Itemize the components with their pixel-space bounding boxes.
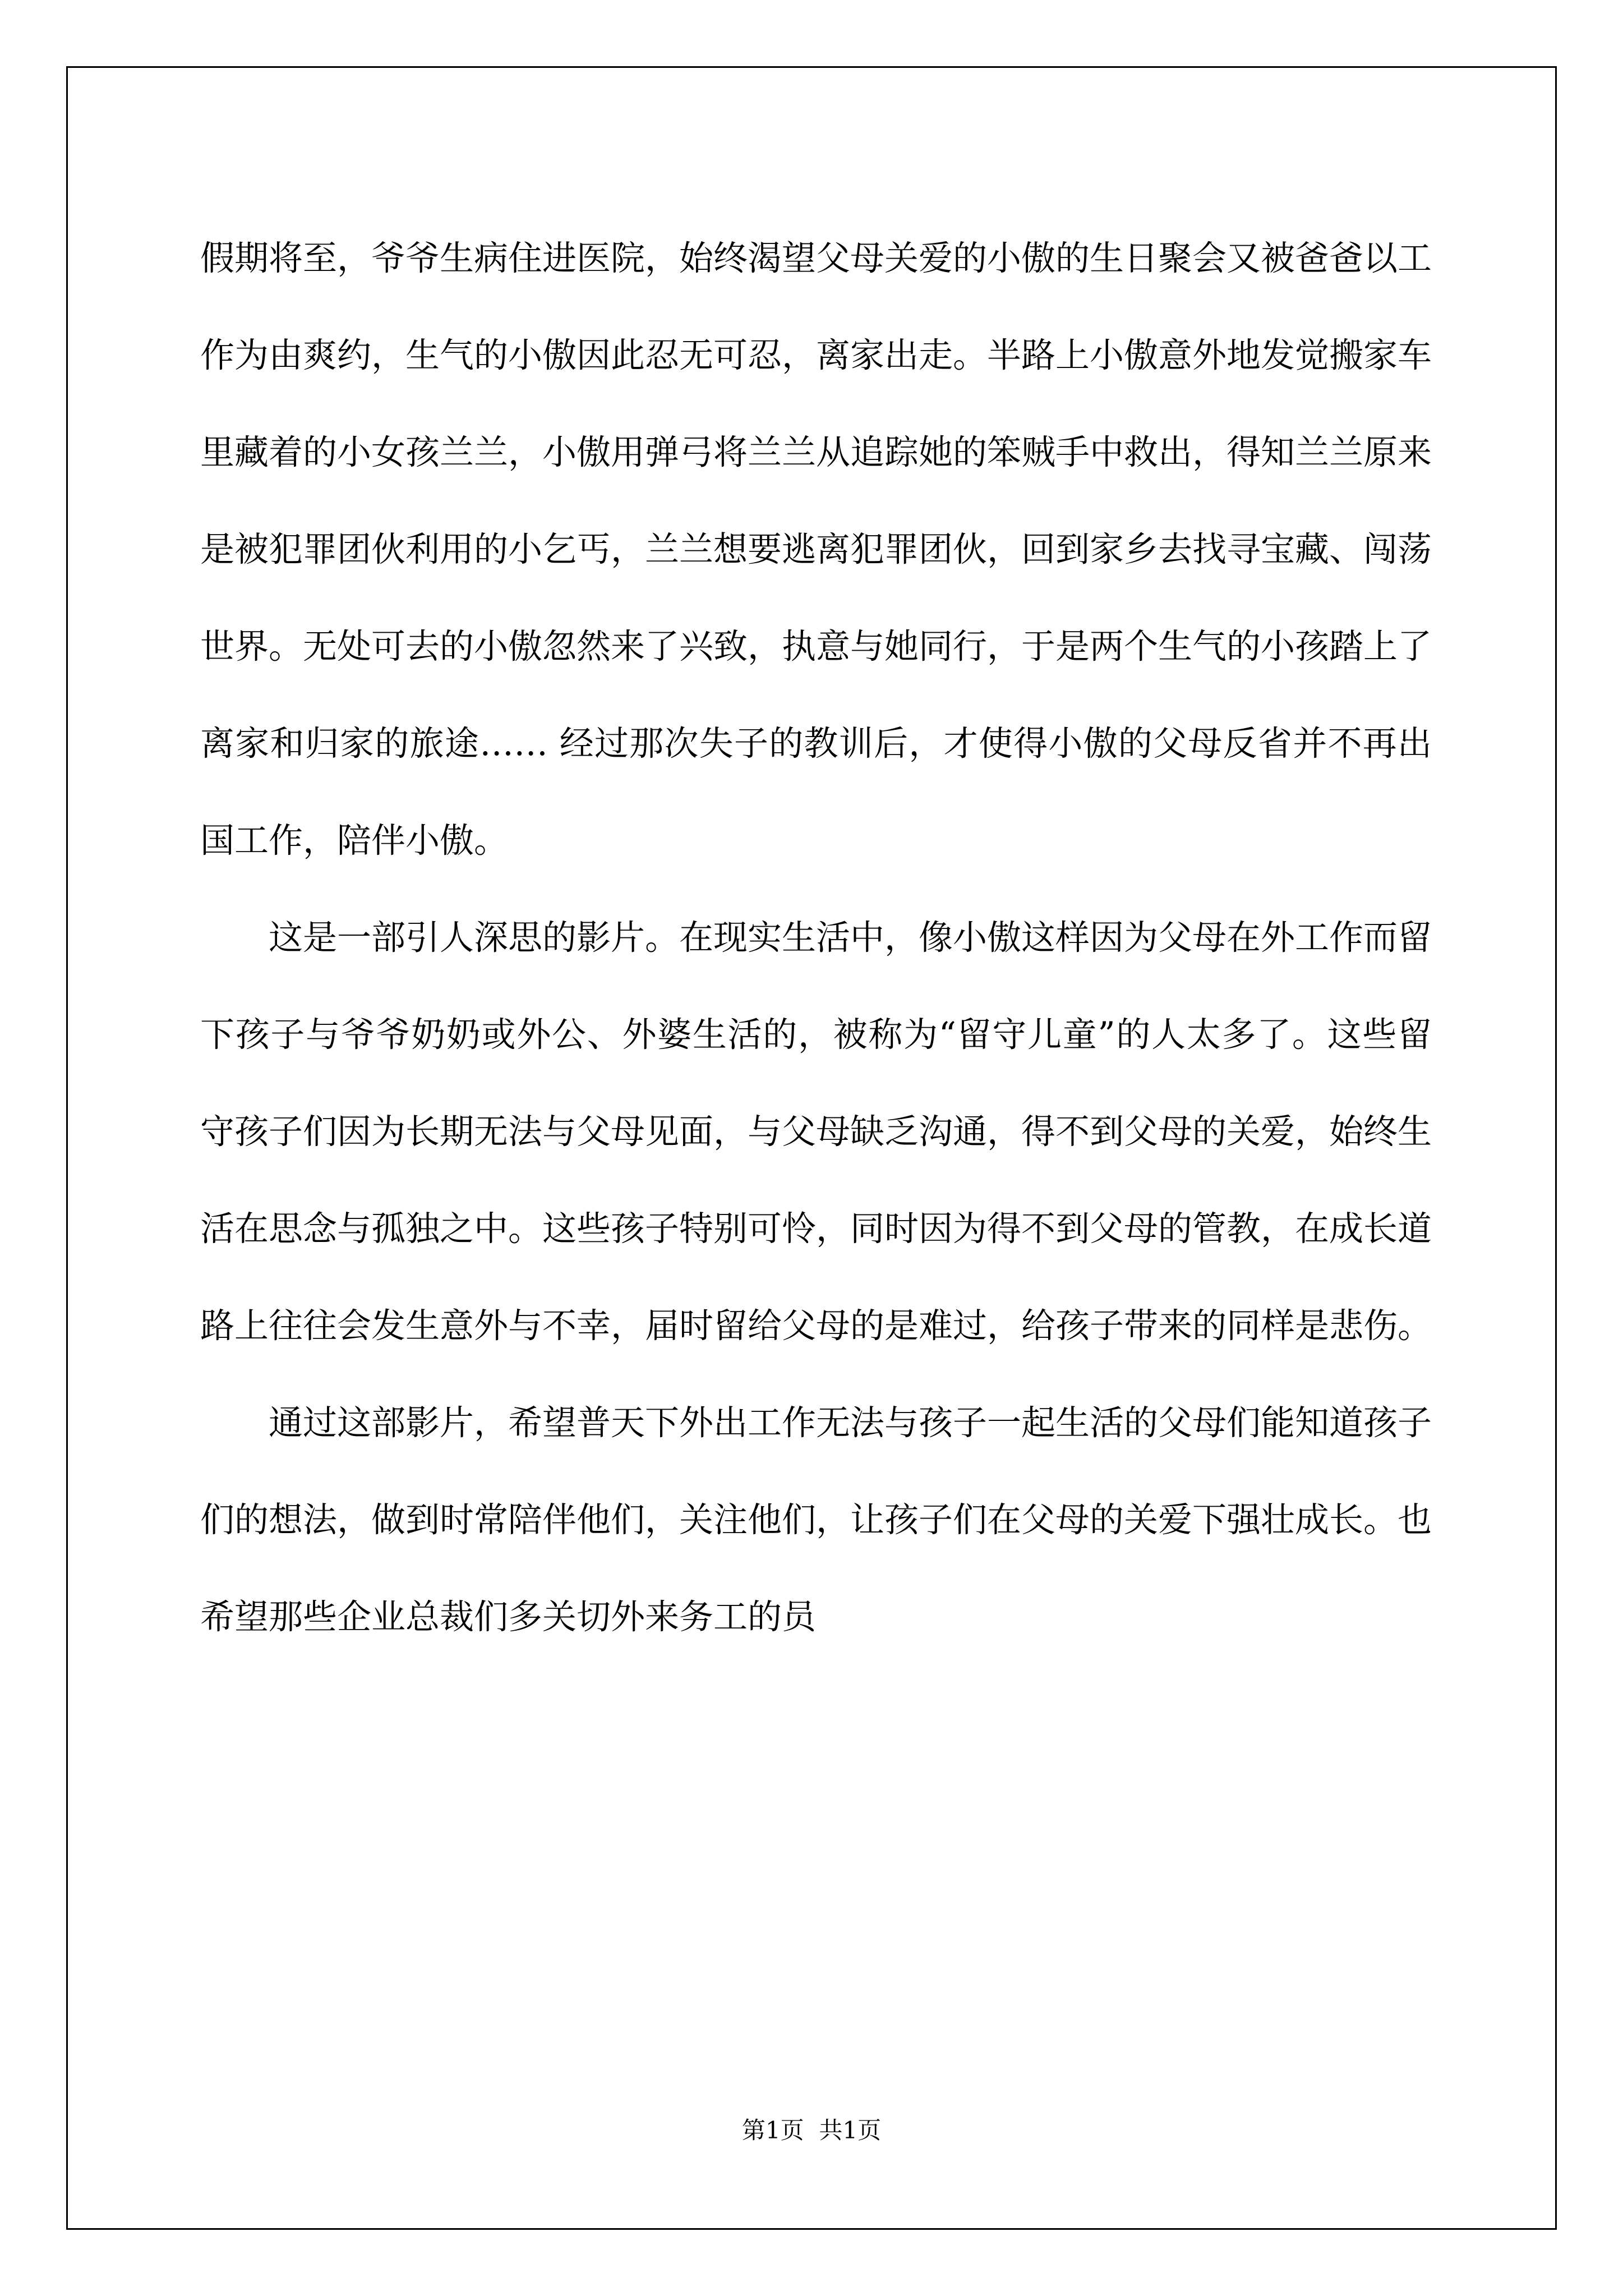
paragraph-1: 假期将至，爷爷生病住进医院，始终渴望父母关爱的小傲的生日聚会又被爸爸以工作为由爽约，生气的小傲因此忍无可忍，离家出走。半路上小傲意外地发觉搬家车里藏着的小女孩兰兰，小傲用弹弓将兰兰从追踪她的笨贼手中救出，得知兰兰原来是被犯罪团伙利用的小乞丐，兰兰想要逃离犯罪团伙，回到家乡去找寻宝藏、闯荡世界。无处可去的小傲忽然来了兴致，执意与她同行，于是两个生气的小孩踏上了离家和归家的旅途…… 经过那次失子的教训后，才使得小傲的父母反省并不再出国工作，陪伴小傲。 <box>200 238 1432 861</box>
page-footer <box>0 2116 1623 2145</box>
paragraph-2: 这是一部引人深思的影片。在现实生活中，像小傲这样因为父母在外工作而留下孩子与爷爷奶奶或外公、外婆生活的，被称为“留守儿童”的人太多了。这些留守孩子们因为长期无法与父母见面，与父母缺乏沟通，得不到父母的关爱，始终生活在思念与孤独之中。这些孩子特别可怜，同时因为得不到父母的管教，在成长道路上往往会发生意外与不幸，届时留给父母的是难过，给孩子带来的同样是悲伤。 <box>200 918 1432 1346</box>
footer-separator <box>804 2116 819 2144</box>
page-total: 共1页 <box>819 2116 882 2144</box>
document-body <box>200 210 1432 1665</box>
page-number: 第1页 <box>741 2116 804 2144</box>
paragraph-3: 通过这部影片，希望普天下外出工作无法与孩子一起生活的父母们能知道孩子们的想法，做到时常陪伴他们，关注他们，让孩子们在父母的关爱下强壮成长。也希望那些企业总裁们多关切外来务工的员 <box>200 1403 1432 1637</box>
